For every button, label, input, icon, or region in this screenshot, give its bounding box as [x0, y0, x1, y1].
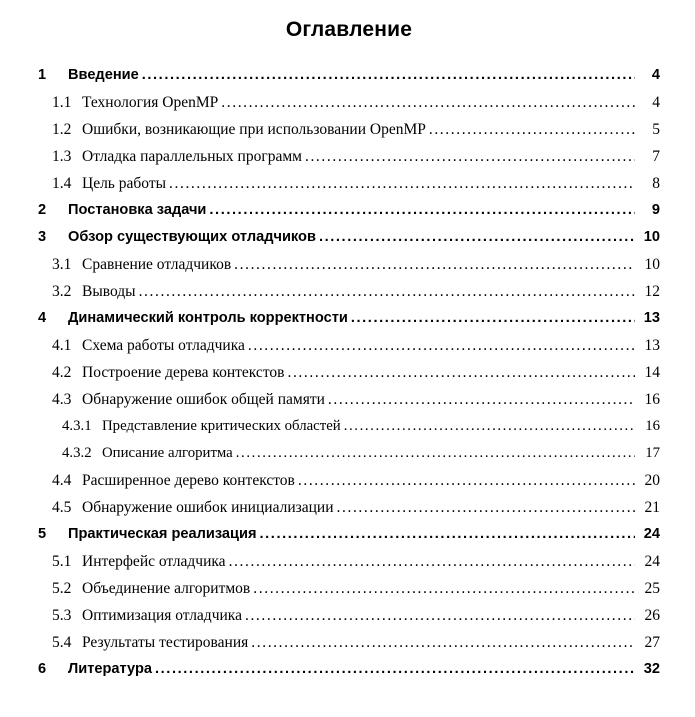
entry-label: Введение	[68, 67, 139, 83]
dot-leader	[328, 386, 635, 413]
toc-entry	[38, 143, 660, 170]
entry-number: 1.1	[52, 94, 72, 111]
entry-page: 10	[644, 256, 660, 273]
entry-number: 1.2	[52, 121, 72, 138]
entry-label: Объединение алгоритмов	[82, 580, 251, 597]
entry-page: 17	[645, 445, 660, 461]
entry-number: 2	[38, 202, 47, 218]
entry-page: 13	[643, 310, 660, 326]
entry-label: Построение дерева контекстов	[82, 364, 285, 381]
page-title: Оглавление	[285, 18, 413, 41]
entry-label: Сравнение отладчиков	[82, 256, 232, 273]
entry-number: 3.1	[52, 256, 72, 273]
toc-entry	[38, 359, 660, 386]
entry-number: 6	[38, 661, 47, 677]
entry-page: 9	[651, 202, 660, 218]
entry-number: 4.2	[52, 364, 72, 381]
dot-leader	[248, 332, 635, 359]
entry-label: Обзор существующих отладчиков	[68, 229, 316, 245]
toc-entry	[38, 602, 660, 629]
entry-label: Обнаружение ошибок общей памяти	[82, 391, 325, 408]
dot-leader	[234, 251, 635, 278]
toc-entry	[38, 305, 660, 332]
dot-leader	[139, 278, 635, 305]
entry-page: 21	[644, 499, 660, 516]
dot-leader	[429, 116, 635, 143]
entry-label: Схема работы отладчика	[82, 337, 245, 354]
dot-leader	[229, 548, 635, 575]
toc-entry	[38, 89, 660, 116]
entry-number: 5	[38, 526, 47, 542]
entry-number: 4.4	[52, 472, 72, 489]
dot-leader	[209, 197, 635, 224]
entry-page: 5	[652, 121, 660, 138]
entry-label: Интерфейс отладчика	[82, 553, 226, 570]
dot-leader	[287, 359, 635, 386]
toc-entry	[38, 440, 660, 467]
toc-entry	[38, 575, 660, 602]
entry-number: 4.3.2	[62, 445, 92, 461]
entry-page: 10	[643, 229, 660, 245]
entry-page: 16	[645, 418, 660, 434]
dot-leader	[253, 575, 635, 602]
entry-page: 32	[643, 661, 660, 677]
dot-leader	[351, 305, 635, 332]
toc-entry	[38, 386, 660, 413]
entry-label: Описание алгоритма	[102, 445, 233, 461]
entry-page: 24	[644, 553, 660, 570]
entry-number: 4.1	[52, 337, 72, 354]
dot-leader	[337, 494, 635, 521]
dot-leader	[251, 629, 635, 656]
entry-page: 26	[644, 607, 660, 624]
entry-page: 24	[643, 526, 660, 542]
entry-label: Результаты тестирования	[82, 634, 249, 651]
entry-label: Практическая реализация	[68, 526, 257, 542]
dot-leader	[155, 656, 635, 683]
entry-page: 4	[651, 67, 660, 83]
entry-page: 16	[644, 391, 660, 408]
entry-label: Постановка задачи	[68, 202, 207, 218]
entry-number: 4.3.1	[62, 418, 92, 434]
entry-number: 5.3	[52, 607, 72, 624]
dot-leader	[344, 413, 635, 440]
dot-leader	[298, 467, 635, 494]
toc-entry	[38, 170, 660, 197]
entry-number: 4.5	[52, 499, 72, 516]
entry-page: 8	[652, 175, 660, 192]
dot-leader	[169, 170, 635, 197]
entry-number: 4.3	[52, 391, 72, 408]
toc-entry	[38, 332, 660, 359]
dot-leader	[236, 440, 635, 467]
toc-list	[38, 62, 660, 683]
toc-entry	[38, 494, 660, 521]
toc-entry	[38, 197, 660, 224]
dot-leader	[245, 602, 635, 629]
entry-page: 14	[644, 364, 660, 381]
toc-entry	[38, 467, 660, 494]
entry-page: 7	[652, 148, 660, 165]
entry-label: Цель работы	[82, 175, 167, 192]
entry-page: 25	[644, 580, 660, 597]
entry-label: Литература	[68, 661, 152, 677]
toc-entry	[38, 116, 660, 143]
entry-number: 5.1	[52, 553, 72, 570]
entry-number: 3	[38, 229, 47, 245]
toc-entry	[38, 629, 660, 656]
entry-number: 1.3	[52, 148, 72, 165]
toc-entry	[38, 278, 660, 305]
dot-leader	[221, 89, 635, 116]
dot-leader	[142, 62, 635, 89]
entry-label: Выводы	[82, 283, 136, 300]
entry-number: 5.4	[52, 634, 72, 651]
toc-entry	[38, 224, 660, 251]
entry-label: Обнаружение ошибок инициализации	[82, 499, 334, 516]
entry-label: Технология OpenMP	[82, 94, 219, 111]
entry-label: Представление критических областей	[102, 418, 341, 434]
entry-label: Динамический контроль корректности	[68, 310, 348, 326]
entry-number: 4	[38, 310, 47, 326]
entry-label: Ошибки, возникающие при использовании OpenMP	[82, 121, 426, 138]
entry-page: 4	[652, 94, 660, 111]
toc-entry	[38, 521, 660, 548]
toc-entry	[38, 656, 660, 683]
entry-number: 3.2	[52, 283, 72, 300]
entry-page: 13	[644, 337, 660, 354]
entry-page: 12	[644, 283, 660, 300]
toc-entry	[38, 413, 660, 440]
entry-number: 5.2	[52, 580, 72, 597]
entry-page: 27	[644, 634, 660, 651]
entry-label: Расширенное дерево контекстов	[82, 472, 295, 489]
toc-entry	[38, 251, 660, 278]
dot-leader	[305, 143, 635, 170]
entry-label: Отладка параллельных программ	[82, 148, 302, 165]
entry-number: 1.4	[52, 175, 72, 192]
toc-entry	[38, 548, 660, 575]
entry-number: 1	[38, 67, 47, 83]
entry-page: 20	[644, 472, 660, 489]
dot-leader	[259, 521, 635, 548]
entry-label: Оптимизация отладчика	[82, 607, 242, 624]
toc-entry	[38, 62, 660, 89]
dot-leader	[319, 224, 635, 251]
